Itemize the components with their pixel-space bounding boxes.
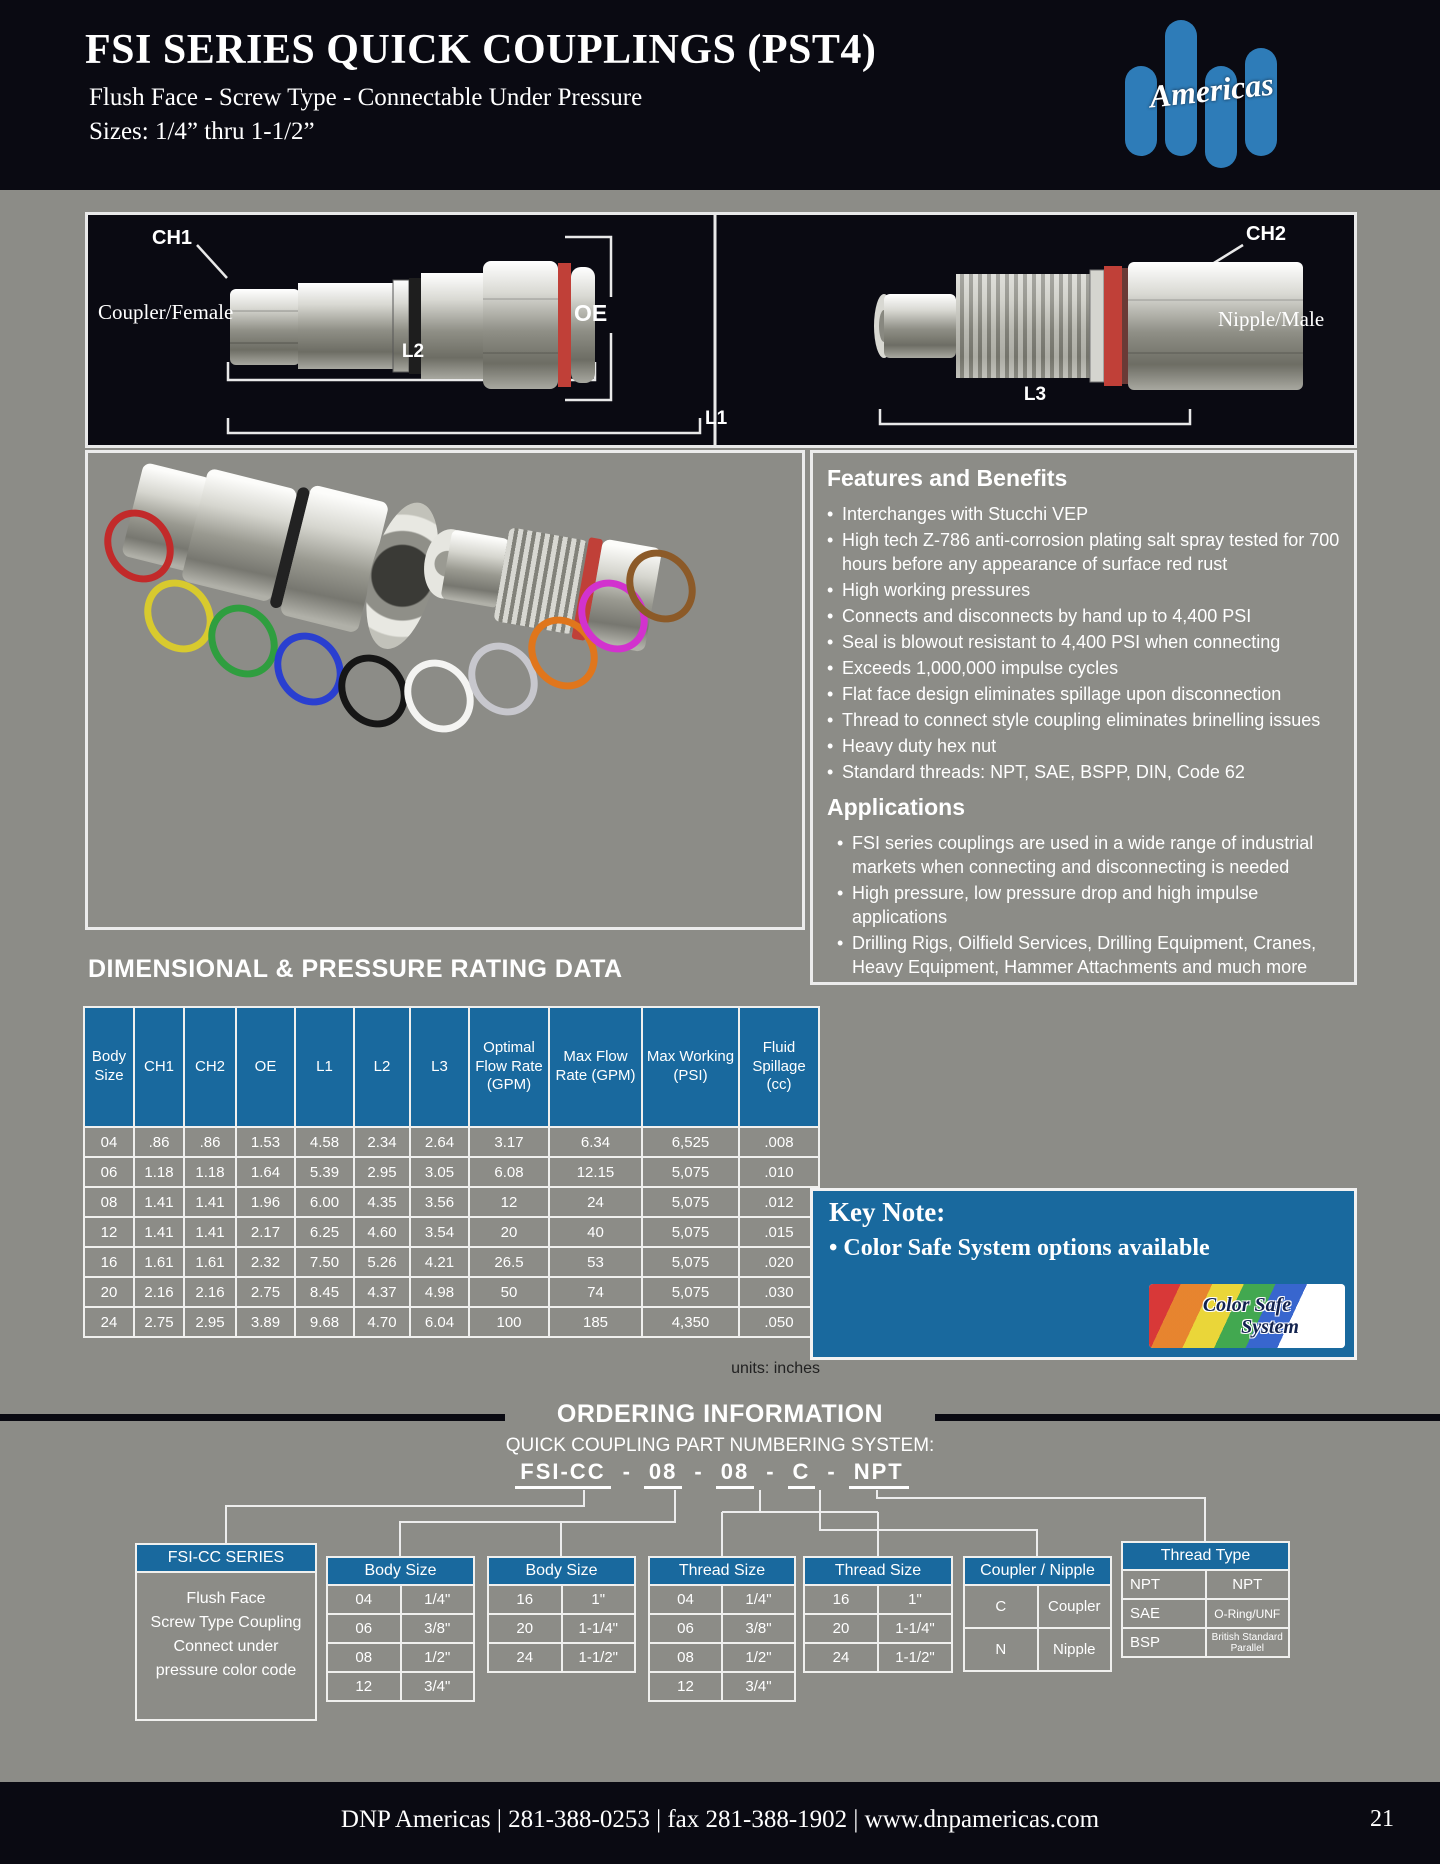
part-number-separator: - xyxy=(622,1459,632,1484)
ordering-table-row xyxy=(804,1643,952,1672)
ordering-table-row xyxy=(964,1585,1111,1628)
ordering-table-cell: 24 xyxy=(804,1643,878,1672)
dim-table-cell: .050 xyxy=(739,1307,819,1337)
dim-table-cell: 40 xyxy=(549,1217,642,1247)
application-item: • High pressure, low pressure drop and high impulse applications xyxy=(837,881,1340,929)
dim-table-cell: 5,075 xyxy=(642,1247,739,1277)
ordering-table-row xyxy=(488,1585,635,1614)
part-number xyxy=(0,1459,1424,1485)
dim-table-cell: 16 xyxy=(84,1247,134,1277)
dim-table-cell: 06 xyxy=(84,1157,134,1187)
dim-table-cell: 4.21 xyxy=(410,1247,469,1277)
dim-table-cell: 12 xyxy=(469,1187,549,1217)
dim-table-row xyxy=(84,1187,819,1217)
dim-table-cell: 12 xyxy=(84,1217,134,1247)
ordering-table-coupler-nipple xyxy=(963,1556,1112,1672)
dim-table-cell: 3.17 xyxy=(469,1127,549,1157)
dim-table-cell: 1.41 xyxy=(134,1217,184,1247)
dim-table-cell: 1.96 xyxy=(236,1187,295,1217)
dim-table-header-cell: Fluid Spillage (cc) xyxy=(739,1007,819,1127)
ordering-table-cell: 24 xyxy=(488,1643,562,1672)
dim-table-cell: 1.61 xyxy=(134,1247,184,1277)
dim-table-header-cell: OE xyxy=(236,1007,295,1127)
applications-list xyxy=(827,831,1340,979)
series-box-line: Flush Face xyxy=(186,1590,266,1607)
ch1-label: CH1 xyxy=(152,227,193,249)
ordering-table-row xyxy=(488,1643,635,1672)
page-title: FSI SERIES QUICK COUPLINGS (PST4) xyxy=(85,27,877,73)
l3-label: L3 xyxy=(1023,384,1047,405)
dim-table-header-cell: Optimal Flow Rate (GPM) xyxy=(469,1007,549,1127)
ordering-table-cell: 1/2" xyxy=(722,1643,795,1672)
dim-table-header-cell: CH1 xyxy=(134,1007,184,1127)
ordering-table-cell: Coupler xyxy=(1038,1585,1112,1628)
feature-item: • Flat face design eliminates spillage upon disconnection xyxy=(827,682,1340,706)
l1-label: L1 xyxy=(705,408,728,429)
dim-table-cell: 2.64 xyxy=(410,1127,469,1157)
dim-table-cell: .015 xyxy=(739,1217,819,1247)
dim-table-header-cell: CH2 xyxy=(184,1007,236,1127)
ordering-table-cell: 06 xyxy=(327,1614,401,1643)
ch2-label: CH2 xyxy=(1246,223,1287,245)
ordering-table-cell: 1/4" xyxy=(401,1585,475,1614)
ordering-table-cell: 04 xyxy=(649,1585,722,1614)
ordering-table-cell: 3/4" xyxy=(722,1672,795,1701)
ordering-table-cell: SAE xyxy=(1122,1599,1206,1628)
dim-table-cell: 2.34 xyxy=(354,1127,410,1157)
dim-table xyxy=(83,1006,820,1338)
dim-table-cell: 2.75 xyxy=(236,1277,295,1307)
dim-table-cell: .012 xyxy=(739,1187,819,1217)
ordering-table-row xyxy=(649,1614,795,1643)
dim-table-cell: 6.04 xyxy=(410,1307,469,1337)
dim-table-cell: 2.16 xyxy=(184,1277,236,1307)
dim-table-cell: 185 xyxy=(549,1307,642,1337)
ordering-table-row xyxy=(327,1614,474,1643)
ordering-title: ORDERING INFORMATION xyxy=(556,1400,884,1428)
dim-table-cell: 5.26 xyxy=(354,1247,410,1277)
product-photos-panel xyxy=(85,212,1357,448)
dim-table-cell: 20 xyxy=(469,1217,549,1247)
dim-table-cell: 1.41 xyxy=(184,1217,236,1247)
dim-table-cell: .86 xyxy=(184,1127,236,1157)
dim-table-cell: .030 xyxy=(739,1277,819,1307)
ordering-table-cell: 1-1/2" xyxy=(878,1643,952,1672)
ordering-table-header: Coupler / Nipple xyxy=(964,1557,1111,1585)
dim-table-header-cell: L3 xyxy=(410,1007,469,1127)
dim-table-cell: 2.32 xyxy=(236,1247,295,1277)
dim-table-cell: 6.25 xyxy=(295,1217,354,1247)
dim-table-row xyxy=(84,1277,819,1307)
ordering-table-row xyxy=(649,1672,795,1701)
ordering-table-cell: 06 xyxy=(649,1614,722,1643)
color-safe-text1: Color Safe xyxy=(1202,1294,1292,1316)
ordering-table-cell: 12 xyxy=(327,1672,401,1701)
ordering-table-cell: 1/4" xyxy=(722,1585,795,1614)
ordering-table-cell: 12 xyxy=(649,1672,722,1701)
dim-table-cell: 5,075 xyxy=(642,1217,739,1247)
dim-table-cell: 50 xyxy=(469,1277,549,1307)
ordering-table-cell: 1/2" xyxy=(401,1643,475,1672)
series-box-line: pressure color code xyxy=(155,1662,297,1679)
ordering-table-header: Thread Size xyxy=(804,1557,952,1585)
dim-table-cell: 2.95 xyxy=(354,1157,410,1187)
dim-table-cell: 3.89 xyxy=(236,1307,295,1337)
part-number-segment: 08 xyxy=(716,1459,754,1489)
header xyxy=(0,0,1440,190)
dim-table-cell: 04 xyxy=(84,1127,134,1157)
key-note-title: Key Note: xyxy=(829,1197,946,1227)
dim-table-header-cell: Max Flow Rate (GPM) xyxy=(549,1007,642,1127)
dim-table-cell: 74 xyxy=(549,1277,642,1307)
ordering-table-cell: 1" xyxy=(562,1585,636,1614)
dim-table-row xyxy=(84,1127,819,1157)
dim-table-row xyxy=(84,1307,819,1337)
dim-table-header-cell: L1 xyxy=(295,1007,354,1127)
ordering-table-thread-type xyxy=(1121,1541,1290,1658)
ordering-table-cell: 20 xyxy=(804,1614,878,1643)
key-note-item: • Color Safe System options available xyxy=(829,1235,1210,1262)
nipple-male-label: Nipple/Male xyxy=(1218,307,1325,331)
ordering-table-cell: BSP xyxy=(1122,1628,1206,1657)
dimensional-data-title: DIMENSIONAL & PRESSURE RATING DATA xyxy=(88,955,623,983)
series-box-text xyxy=(135,1573,317,1721)
dim-table-header-cell: Max Working (PSI) xyxy=(642,1007,739,1127)
dim-table-cell: 1.41 xyxy=(134,1187,184,1217)
ordering-table-row xyxy=(1122,1628,1289,1657)
part-number-segment: NPT xyxy=(849,1459,909,1489)
ordering-table-row xyxy=(327,1643,474,1672)
ordering-table-cell: 3/8" xyxy=(722,1614,795,1643)
ordering-table-cell: 16 xyxy=(804,1585,878,1614)
dim-table-cell: .020 xyxy=(739,1247,819,1277)
dim-table-cell: 2.17 xyxy=(236,1217,295,1247)
dim-table-cell: 4.37 xyxy=(354,1277,410,1307)
dim-table-cell: 8.45 xyxy=(295,1277,354,1307)
feature-item: • Exceeds 1,000,000 impulse cycles xyxy=(827,656,1340,680)
feature-item: • Heavy duty hex nut xyxy=(827,734,1340,758)
dim-table-cell: 53 xyxy=(549,1247,642,1277)
dim-table-cell: .010 xyxy=(739,1157,819,1187)
dim-table-cell: 6.34 xyxy=(549,1127,642,1157)
dim-table-cell: 24 xyxy=(84,1307,134,1337)
dim-table-cell: 1.53 xyxy=(236,1127,295,1157)
dnp-americas-logo xyxy=(1125,8,1300,168)
dim-table-cell: 1.41 xyxy=(184,1187,236,1217)
color-safe-text2: System xyxy=(1241,1316,1299,1338)
footer-contact-text: DNP Americas | 281-388-0253 | fax 281-388-1902 | www.dnpamericas.com xyxy=(340,1806,1100,1833)
ordering-table-cell: 1" xyxy=(878,1585,952,1614)
ordering-table-thread-size-2 xyxy=(803,1556,953,1673)
render-illustration xyxy=(85,450,805,930)
coupler-female-label: Coupler/Female xyxy=(98,300,234,324)
footer xyxy=(0,1782,1440,1864)
page-number: 21 xyxy=(1370,1806,1394,1832)
color-safe-system-logo xyxy=(1149,1284,1345,1348)
dim-table-row xyxy=(84,1247,819,1277)
ordering-table-cell: 20 xyxy=(488,1614,562,1643)
ordering-table-cell: 16 xyxy=(488,1585,562,1614)
ordering-table-cell: Nipple xyxy=(1038,1628,1112,1671)
ordering-table-header: Body Size xyxy=(488,1557,635,1585)
ordering-table-cell: 04 xyxy=(327,1585,401,1614)
dim-table-row xyxy=(84,1157,819,1187)
ordering-table-cell: N xyxy=(964,1628,1038,1671)
dim-table-cell: 7.50 xyxy=(295,1247,354,1277)
ordering-table-row xyxy=(327,1585,474,1614)
ordering-subtitle: QUICK COUPLING PART NUMBERING SYSTEM: xyxy=(505,1435,935,1456)
dim-table-cell: 26.5 xyxy=(469,1247,549,1277)
dim-table-cell: 3.05 xyxy=(410,1157,469,1187)
feature-item: • High tech Z-786 anti-corrosion plating salt spray tested for 700 hours before any appearance of surface red rust xyxy=(827,528,1340,576)
ordering-table-row xyxy=(327,1672,474,1701)
series-box-line: Connect under xyxy=(173,1638,279,1655)
ordering-table-cell: 1-1/4" xyxy=(562,1614,636,1643)
part-number-separator: - xyxy=(766,1459,776,1484)
dim-table-header-cell: L2 xyxy=(354,1007,410,1127)
dim-table-cell: 1.18 xyxy=(134,1157,184,1187)
dim-table-cell: 6,525 xyxy=(642,1127,739,1157)
feature-item: • High working pressures xyxy=(827,578,1340,602)
dim-table-cell: 4.58 xyxy=(295,1127,354,1157)
part-number-separator: - xyxy=(694,1459,704,1484)
series-box-header: FSI-CC SERIES xyxy=(135,1543,317,1573)
dim-table-cell: 5,075 xyxy=(642,1157,739,1187)
dim-table-cell: 4.35 xyxy=(354,1187,410,1217)
dim-table-cell: 1.61 xyxy=(184,1247,236,1277)
features-list xyxy=(827,502,1340,784)
dim-table-header-cell: Body Size xyxy=(84,1007,134,1127)
l2-label: L2 xyxy=(401,341,425,362)
dim-table-row xyxy=(84,1217,819,1247)
dim-table-cell: 5,075 xyxy=(642,1277,739,1307)
ordering-table-body-size-2 xyxy=(487,1556,636,1673)
ordering-table-cell: 3/4" xyxy=(401,1672,475,1701)
dim-table-cell: 6.08 xyxy=(469,1157,549,1187)
ordering-table-cell: 1-1/4" xyxy=(878,1614,952,1643)
feature-item: • Connects and disconnects by hand up to 4,400 PSI xyxy=(827,604,1340,628)
application-item: • FSI series couplings are used in a wide range of industrial markets when connecting and disconnecting is needed xyxy=(837,831,1340,879)
series-box-line: Screw Type Coupling xyxy=(150,1614,302,1631)
ordering-table-header: Thread Type xyxy=(1122,1542,1289,1570)
dim-table-cell: 4.60 xyxy=(354,1217,410,1247)
dim-table-cell: 5.39 xyxy=(295,1157,354,1187)
ordering-table-row xyxy=(804,1585,952,1614)
dim-table-cell: 1.18 xyxy=(184,1157,236,1187)
features-panel xyxy=(810,450,1357,985)
ordering-table-row xyxy=(649,1585,795,1614)
dim-table-cell: 5,075 xyxy=(642,1187,739,1217)
header-sizes: Sizes: 1/4” thru 1-1/2” xyxy=(89,118,315,145)
ordering-table-row xyxy=(964,1628,1111,1671)
key-note-panel xyxy=(810,1188,1357,1360)
dim-table-cell: 24 xyxy=(549,1187,642,1217)
dim-table-cell: 6.00 xyxy=(295,1187,354,1217)
application-item: • Drilling Rigs, Oilfield Services, Drilling Equipment, Cranes, Heavy Equipment, Hammer Attachments and much more xyxy=(837,931,1340,979)
dim-table-cell: 1.64 xyxy=(236,1157,295,1187)
dim-table-cell: .008 xyxy=(739,1127,819,1157)
dim-table-cell: 2.16 xyxy=(134,1277,184,1307)
dim-table-cell: .86 xyxy=(134,1127,184,1157)
ordering-table-cell: NPT xyxy=(1122,1570,1206,1599)
ordering-table-cell: 08 xyxy=(327,1643,401,1672)
ordering-table-row xyxy=(1122,1570,1289,1599)
dim-table-cell: 2.75 xyxy=(134,1307,184,1337)
series-box xyxy=(135,1543,317,1721)
ordering-table-cell: 08 xyxy=(649,1643,722,1672)
dim-table-cell: 12.15 xyxy=(549,1157,642,1187)
ordering-table-cell: 3/8" xyxy=(401,1614,475,1643)
ordering-table-row xyxy=(1122,1599,1289,1628)
ordering-table-row xyxy=(804,1614,952,1643)
dim-table-cell: 4,350 xyxy=(642,1307,739,1337)
ordering-table-header: Thread Size xyxy=(649,1557,795,1585)
dim-table-cell: 9.68 xyxy=(295,1307,354,1337)
dim-table-cell: 08 xyxy=(84,1187,134,1217)
ordering-table-row xyxy=(488,1614,635,1643)
ordering-table-body-size-1 xyxy=(326,1556,475,1702)
ordering-table-cell: O-Ring/UNF xyxy=(1206,1599,1290,1628)
feature-item: • Seal is blowout resistant to 4,400 PSI when connecting xyxy=(827,630,1340,654)
header-subtitle: Flush Face - Screw Type - Connectable Under Pressure xyxy=(89,84,643,111)
feature-item: • Standard threads: NPT, SAE, BSPP, DIN, Code 62 xyxy=(827,760,1340,784)
dim-table-cell: 100 xyxy=(469,1307,549,1337)
ordering-table-cell: C xyxy=(964,1585,1038,1628)
part-number-segment: FSI-CC xyxy=(515,1459,610,1489)
dim-table-cell: 3.56 xyxy=(410,1187,469,1217)
oe-label: OE xyxy=(574,300,608,326)
ordering-table-cell: British Standard Parallel xyxy=(1206,1628,1290,1657)
ordering-table-thread-size-1 xyxy=(648,1556,796,1702)
ordering-table-row xyxy=(649,1643,795,1672)
applications-title: Applications xyxy=(827,794,966,820)
part-number-separator: - xyxy=(827,1459,837,1484)
ordering-table-cell: 1-1/2" xyxy=(562,1643,636,1672)
dim-table-cell: 4.70 xyxy=(354,1307,410,1337)
dim-table-cell: 2.95 xyxy=(184,1307,236,1337)
dim-table-cell: 20 xyxy=(84,1277,134,1307)
coupler-female-photo xyxy=(228,255,600,395)
part-number-segment: 08 xyxy=(644,1459,682,1489)
units-note: units: inches xyxy=(731,1360,820,1377)
part-number-segment: C xyxy=(788,1459,816,1489)
features-title: Features and Benefits xyxy=(827,465,1068,491)
ordering-table-cell: NPT xyxy=(1206,1570,1290,1599)
ordering-table-header: Body Size xyxy=(327,1557,474,1585)
logo-americas-text: Americas xyxy=(1147,65,1276,115)
dim-table-cell: 4.98 xyxy=(410,1277,469,1307)
dim-table-cell: 3.54 xyxy=(410,1217,469,1247)
feature-item: • Thread to connect style coupling eliminates brinelling issues xyxy=(827,708,1340,732)
feature-item: • Interchanges with Stucchi VEP xyxy=(827,502,1340,526)
